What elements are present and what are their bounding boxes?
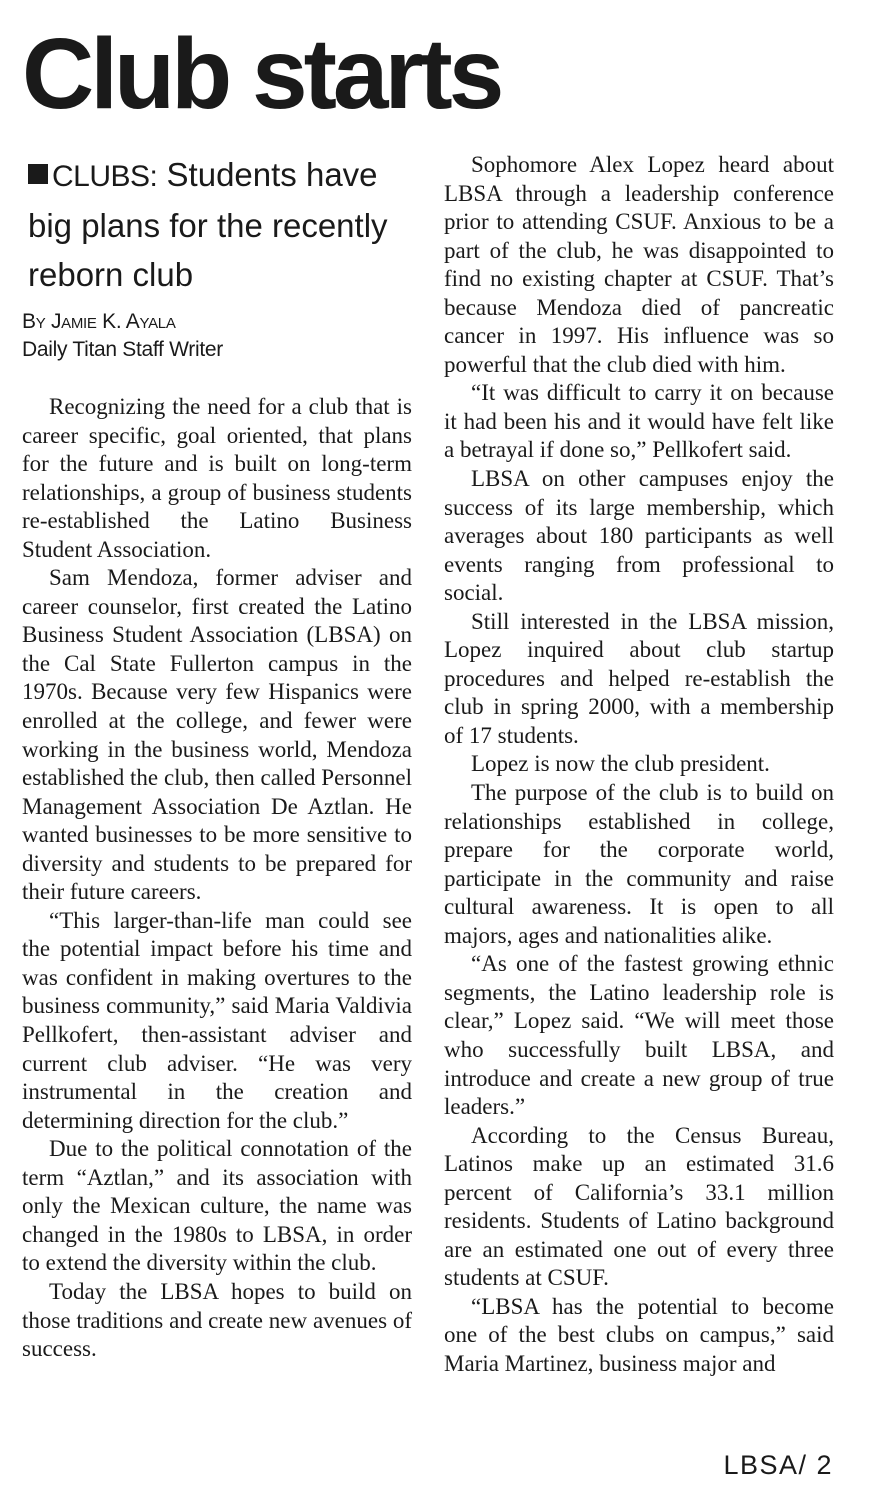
byline-role: Daily Titan Staff Writer xyxy=(22,338,223,361)
paragraph: “It was difficult to carry it on because it had been his and it would have felt like a betrayal if done so,” Pellkofert said. xyxy=(444,380,834,463)
bullet-square-icon xyxy=(28,164,48,184)
paragraph: “As one of the fastest growing ethnic segments, the Latino leadership role is clear,” Lopez said. “We will meet those who successfully built LBSA, and introduce and create a new group of true leaders.” xyxy=(444,951,834,1120)
paragraph: The purpose of the club is to build on relationships established in college, prepare for the corporate world, participate in the community and raise cultural awareness. It is open to all majors, ages and nationalities alike. xyxy=(444,780,834,948)
byline-author: By Jamie K. Ayala xyxy=(22,310,176,333)
paragraph: Still interested in the LBSA mission, Lopez inquired about club startup procedures and helped re-establish the club in spring 2000, with a membership of 17 students. xyxy=(444,608,834,748)
byline xyxy=(22,308,422,364)
deck-kicker: CLUBS: xyxy=(52,160,158,193)
jump-line: LBSA/ 2 xyxy=(723,1450,833,1480)
paragraph: Due to the political connotation of the term “Aztlan,” and its association with only the Mexican culture, the name was changed in the 1980s to LBSA, in order to extend the diversity within the club. xyxy=(22,1136,412,1276)
deck-subheadline xyxy=(28,150,423,299)
paragraph: “This larger-than-life man could see the potential impact before his time and was confident in making overtures to the business community,” said Maria Valdivia Pellkofert, then-assistant adviser and current club adviser. “He was very instrumental in the creation and determining direction for the club.” xyxy=(22,907,412,1133)
paragraph: According to the Census Bureau, Latinos make up an estimated 31.6 percent of California’s 33.1 million residents. Students of Latino background are an estimated one out of every three students at CSUF. xyxy=(444,1122,834,1291)
paragraph: Today the LBSA hopes to build on those traditions and create new avenues of success. xyxy=(22,1278,412,1362)
paragraph: Recognizing the need for a club that is career specific, goal oriented, that plans for the future and is built on long-term relationships, a group of business students re-established the Latino Business Student Association. xyxy=(22,394,412,562)
deck-text: Students have big plans for the recently reborn club xyxy=(28,156,388,293)
headline: Club starts xyxy=(22,18,501,130)
paragraph: “LBSA has the potential to become one of the best clubs on campus,” said Maria Martinez, business major and xyxy=(444,1293,834,1376)
paragraph: Sam Mendoza, former adviser and career counselor, first created the Latino Business Student Association (LBSA) on the Cal State Fullerton campus in the 1970s. Because very few Hispanics were enrolled at the college, and fewer were working in the business world, Mendoza established the club, then called Personnel Management Association De Aztlan. He wanted businesses to be more sensitive to diversity and students to be prepared for their future careers. xyxy=(22,565,412,905)
paragraph: LBSA on other campuses enjoy the success of its large membership, which averages about 180 participants as well events ranging from professional to social. xyxy=(444,466,834,606)
paragraph: Sophomore Alex Lopez heard about LBSA through a leadership conference prior to attending CSUF. Anxious to be a part of the club, he was disappointed to find no existing chapter at CSUF. That’s because Mendoza died of pancreatic cancer in 1997. His influence was so powerful that the club died with him. xyxy=(444,152,834,377)
article-column-left xyxy=(22,393,412,1364)
paragraph: Lopez is now the club president. xyxy=(471,751,770,777)
article-column-right xyxy=(444,151,834,1379)
